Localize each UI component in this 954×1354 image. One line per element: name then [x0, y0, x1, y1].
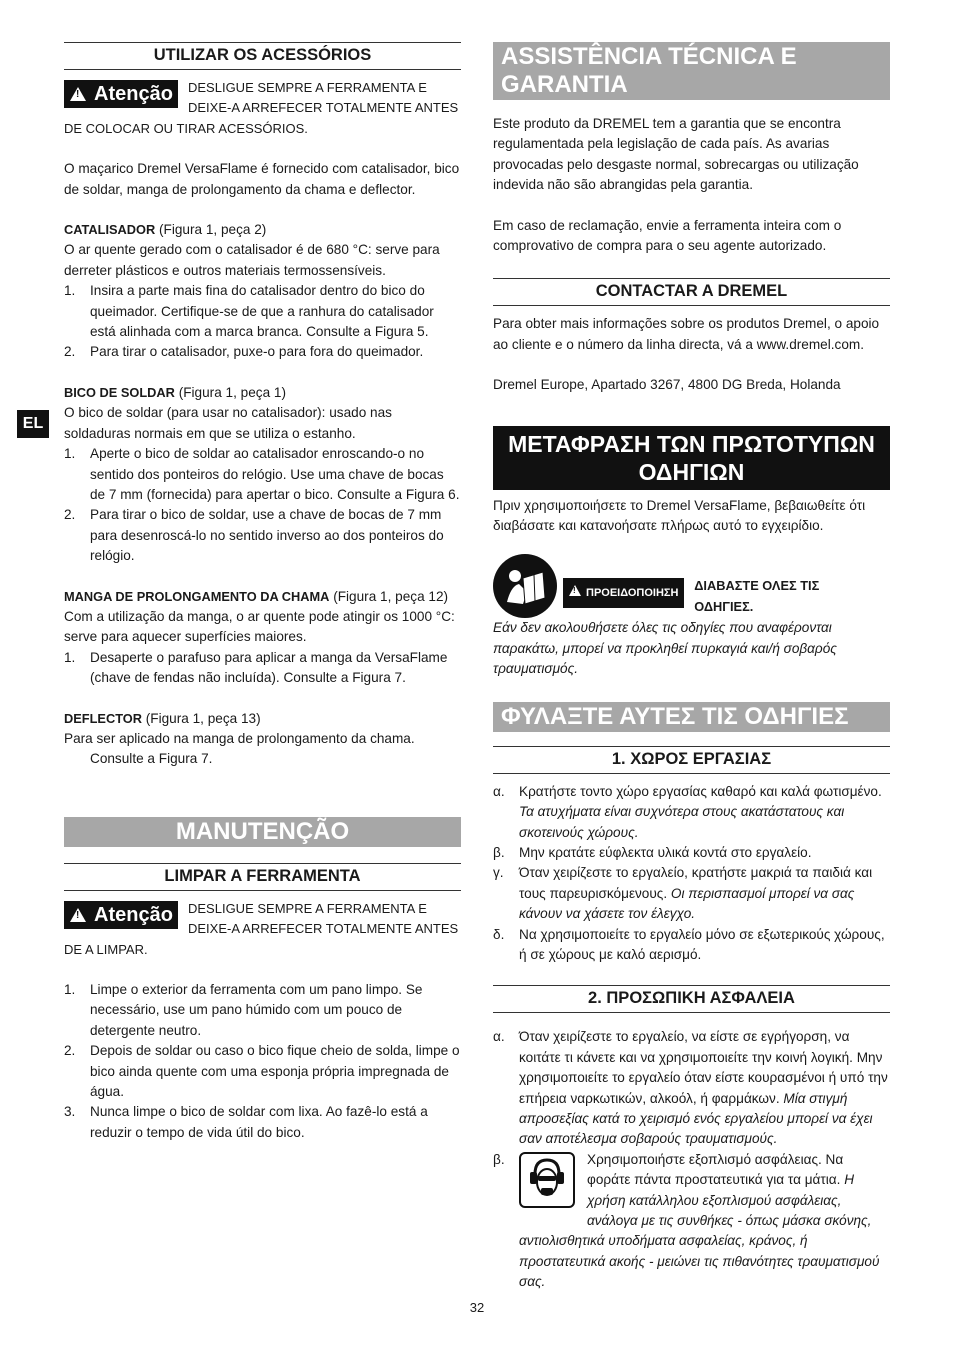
list-item: δ. Να χρησιμοποιείτε το εργαλείο μόνο σε εξωτερικούς χώρους, ή σε χώρους με καλό αερισμό.: [493, 926, 885, 962]
manutencao-title: MANUTENÇÃO: [64, 817, 461, 847]
manga-steps: [64, 648, 461, 689]
intro-text: O maçarico Dremel VersaFlame é fornecido com catalisador, bico de soldar, manga de prolongamento da chama e deflector.: [64, 161, 460, 197]
heading-personal-safety: 2. ΠΡΟΣΩΠΙΚΗ ΑΣΦΑΛΕΙΑ: [493, 985, 890, 1013]
greek-translation-title: ΜΕΤΑΦΡΑΣΗ ΤΩΝ ΠΡΩΤΟΤΥΠΩΝ ΟΔΗΓΙΩΝ: [493, 426, 890, 490]
heading-acessorios: UTILIZAR OS ACESSÓRIOS: [64, 42, 461, 70]
work-area-list: [493, 782, 890, 966]
safety-equipment-icon: [519, 1152, 575, 1208]
catalisador-steps: [64, 281, 461, 363]
read-manual-icon: [493, 554, 557, 618]
warning-triangle-icon: [70, 908, 86, 922]
page-number: 32: [469, 1300, 485, 1315]
language-tab: EL: [17, 410, 49, 438]
heading-work-area: 1. ΧΩΡΟΣ ΕΡΓΑΣΙΑΣ: [493, 746, 890, 774]
manga-title: MANGA DE PROLONGAMENTO DA CHAMA (Figura 1, peça 12): [64, 588, 449, 604]
list-item: 3. Nunca limpe o bico de soldar com lixa. Ao fazê-lo está a reduzir o tempo de vida útil do bico.: [64, 1104, 428, 1140]
read-manual-warning: !ΠΡΟΕΙΔΟΠΟΙΗΣΗ ΔΙΑΒΑΣΤΕ ΟΛΕΣ ΤΙΣ ΟΔΗΓΙΕΣ.: [493, 554, 890, 618]
assistencia-title: ASSISTÊNCIA TÉCNICA E GARANTIA: [493, 42, 890, 100]
list-item: 2. Para tirar o catalisador, puxe-o para fora do queimador.: [64, 344, 424, 360]
clean-steps: [64, 980, 461, 1143]
bico-steps: [64, 444, 461, 566]
right-column: ASSISTÊNCIA TÉCNICA E GARANTIA Este produto da DREMEL tem a garantia que se encontra regulamentada pela legislação de cada país. As avarias provocadas pelo desgaste normal, sobrecargas ou utilização indevida não são abrangidas pela garantia. Em caso de reclamação, envie a ferramenta inteira com o comprovativo de compra para o seu agente autorizado. CONTACTAR A DREMEL Para obter mais informações sobre os produtos Dremel, o apoio ao cliente e o número da linha directa, vá a www.dremel.com. Dremel Europe, Apartado 3267, 4800 DG Breda, Holanda ΜΕΤΑΦΡΑΣΗ ΤΩΝ ΠΡΩΤΟΤΥΠΩΝ ΟΔΗΓΙΩΝ Πριν χρησιμοποιήσετε το Dremel VersaFlame, βεβαιωθείτε ότι διαβάσατε και κατανοήσατε πλήρως αυτό το εγχειρίδιο. !ΠΡΟΕΙΔΟΠΟΙΗΣΗ ΔΙΑΒΑΣΤΕ ΟΛΕΣ ΤΙΣ ΟΔΗΓΙΕΣ. Εάν δεν ακολουθήσετε όλες τις οδηγίες που αναφέρονται παρακάτω, μπορεί να προκληθεί πυρκαγιά και/ή σοβαρός τραυματισμός. ΦΥΛΑΞΤΕ ΑΥΤΕΣ ΤΙΣ ΟΔΗΓΙΕΣ 1. ΧΩΡΟΣ ΕΡΓΑΣΙΑΣ α. Κρατήστε τοντο χώρο εργασίας καθαρό και καλά φωτισμένο. Τα ατυχήματα είναι συχνότερα στους ακατάστατους και σκοτεινούς χώρους. β. Μην κρατάτε εύφλεκτα υλικά κοντά στο εργαλείο. γ. Όταν χειρίζεστε το εργαλείο, κρατήστε μακριά τα παιδιά και τους παρευρισκόμενους. Οι περισπασμοί μπορεί να σας κάνουν να χάσετε τον έλεγχο. δ. Να χρησιμοποιείτε το εργαλείο μόνο σε εξωτερικούς χώρους, ή σε χώρους με καλό αερισμό. 2. ΠΡΟΣΩΠΙΚΗ ΑΣΦΑΛΕΙΑ α. Όταν χειρίζεστε το εργαλείο, να είστε σε εγρήγορση, να κοιτάτε τι κάνετε και να χρησιμοποιείτε την κοινή λογική. Μην χρησιμοποιείτε το εργαλείο όταν είστε κουρασμένοι ή υπό την επήρεια ναρκωτικών, αλκοόλ, ή φαρμάκων. Μία στιγμή απροσεξίας κατά το χειρισμό ενός εργαλείου μπορεί να έχει σαν αποτέλεσμα σοβαρούς τραυματισμούς. β. Χρησιμοποιήστε εξοπλισμό ασφάλειας. Να φοράτε πάντα προστατευτικά για τα μάτια. Η χρήση κατάλληλου εξοπλισμού ασφάλειας, ανάλογα με τις συνθήκες - όπως μάσκα σκόνης, αντιολισθητικά υποδήματα ασφαλείας, κράνος, ή προστατευτικά ακοής - μειώνει τις πιθανότητες τραυματισμού σας.: [493, 42, 890, 1293]
list-item: 1. Limpe o exterior da ferramenta com um pano limpo. Se necessário, use um pano húmido com um pouco de detergente neutro.: [64, 982, 423, 1038]
heading-contactar: CONTACTAR A DREMEL: [493, 278, 890, 306]
left-column: UTILIZAR OS ACESSÓRIOS ! Atenção DESLIGUE SEMPRE A FERRAMENTA E DEIXE-A ARREFECER TOTALMENTE ANTES DE COLOCAR OU TIRAR ACESSÓRIOS. O maçarico Dremel VersaFlame é fornecido com catalisador, bico de soldar, manga de prolongamento da chama e deflector. CATALISADOR (Figura 1, peça 2) O ar quente gerado com o catalisador é de 680 °C: serve para derreter plásticos e outros materiais termossensíveis. 1. Insira a parte mais fina do catalisador dentro do bico do queimador. Certifique-se de que a ranhura do catalisador está alinhada com a marca branca. Consulte a Figura 5. 2. Para tirar o catalisador, puxe-o para fora do queimador. BICO DE SOLDAR (Figura 1, peça 1) O bico de soldar (para usar no catalisador): usado nas soldaduras normais em que se utiliza o estanho. 1. Aperte o bico de soldar ao catalisador enroscando-o no sentido dos ponteiros do relógio. Use uma chave de bocas de 7 mm (fornecida) para apertar o bico. Consulte a Figura 6. 2. Para tirar o bico de soldar, use a chave de bocas de 7 mm para desenroscá-lo no sentido inverso ao dos ponteiros do relógio. MANGA DE PROLONGAMENTO DA CHAMA (Figura 1, peça 12) Com a utilização da manga, o ar quente pode atingir os 1000 °C: serve para aquecer superfícies maiores. 1. Desaperte o parafuso para aplicar a manga da VersaFlame (chave de fendas não incluída). Consulte a Figura 7. DEFLECTOR (Figura 1, peça 13) Para ser aplicado na manga de prolongamento da chama. Consulte a Figura 7. MANUTENÇÃO LIMPAR A FERRAMENTA ! Atenção DESLIGUE SEMPRE A FERRAMENTA E DEIXE-A ARREFECER TOTALMENTE ANTES DE A LIMPAR. 1. Limpe o exterior da ferramenta com um pano limpo. Se necessário, use um pano húmido com um pouco de detergente neutro. 2. Depois de soldar ou caso o bico fique cheio de solda, limpe o bico ainda quente com uma esponja própria impregnada de água. 3. Nunca limpe o bico de soldar com lixa. Ao fazê-lo está a reduzir o tempo de vida útil do bico.: [64, 42, 461, 1143]
warning-block-2: ! Atenção DESLIGUE SEMPRE A FERRAMENTA E DEIXE-A ARREFECER TOTALMENTE ANTES: [64, 899, 461, 940]
list-item: γ. Όταν χειρίζεστε το εργαλείο, κρατήστε μακριά τα παιδιά και τους παρευρισκόμενους. Οι περισπασμοί μπορεί να σας κάνουν να χάσετε τον έλεγχο.: [493, 865, 873, 922]
list-item: β. Χρησιμοποιήστε εξοπλισμό ασφάλειας. Να φοράτε πάντα προστατευτικά για τα μάτια. Η χρήση κατάλληλου εξοπλισμού ασφάλειας, ανάλογα με τις συνθήκες - όπως μάσκα σκόνης, αντιολισθητικά υποδήματα ασφαλείας, κράνος, ή προστατευτικά ακοής - μειώνει τις πιθανότητες τραυματισμού σας.: [493, 1151, 880, 1290]
catalisador-title: CATALISADOR (Figura 1, peça 2): [64, 222, 267, 238]
keep-instructions-title: ΦΥΛΑΞΤΕ ΑΥΤΕΣ ΤΙΣ ΟΔΗΓΙΕΣ: [493, 702, 890, 732]
warning-badge: ! Atenção: [64, 901, 178, 929]
list-item: 1. Aperte o bico de soldar ao catalisador enroscando-o no sentido dos ponteiros do relógio. Use uma chave de bocas de 7 mm (fornecida) para apertar o bico. Consulte a Figura 6.: [64, 446, 460, 502]
list-item: 2. Para tirar o bico de soldar, use a chave de bocas de 7 mm para desenroscá-lo no sentido inverso ao dos ponteiros do relógio.: [64, 507, 444, 564]
heading-limpar: LIMPAR A FERRAMENTA: [64, 863, 461, 891]
bico-title: BICO DE SOLDAR (Figura 1, peça 1): [64, 384, 286, 400]
warning-badge: ! Atenção: [64, 80, 178, 108]
warning-triangle-icon: [569, 585, 581, 596]
list-item: 2. Depois de soldar ou caso o bico fique cheio de solda, limpe o bico ainda quente com uma esponja própria impregnada de água.: [64, 1043, 460, 1100]
list-item: α. Όταν χειρίζεστε το εργαλείο, να είστε σε εγρήγορση, να κοιτάτε τι κάνετε και να χρησιμοποιείτε την κοινή λογική. Μην χρησιμοποιείτε το εργαλείο όταν είστε κουρασμένοι ή υπό την επήρεια ναρκωτικών, αλκοόλ, ή φαρμάκων. Μία στιγμή απροσεξίας κατά το χειρισμό ενός εργαλείου μπορεί να έχει σαν αποτέλεσμα σοβαρούς τραυματισμούς.: [493, 1029, 888, 1147]
personal-safety-list: [493, 1027, 890, 1292]
warning-triangle-icon: [70, 87, 86, 101]
warning-block-1: ! Atenção DESLIGUE SEMPRE A FERRAMENTA E DEIXE-A ARREFECER TOTALMENTE ANTES: [64, 78, 461, 119]
list-item: α. Κρατήστε τοντο χώρο εργασίας καθαρό και καλά φωτισμένο. Τα ατυχήματα είναι συχνότερα στους ακατάστατους και σκοτεινούς χώρους.: [493, 783, 882, 840]
warning-badge-greek: !ΠΡΟΕΙΔΟΠΟΙΗΣΗ: [563, 578, 684, 608]
list-item: 1. Insira a parte mais fina do catalisador dentro do bico do queimador. Certifique-se de que a ranhura do catalisador está alinhada com a marca branca. Consulte a Figura 5.: [64, 283, 434, 340]
list-item: β. Μην κρατάτε εύφλεκτα υλικά κοντά στο εργαλείο.: [493, 844, 812, 860]
list-item: 1. Desaperte o parafuso para aplicar a manga da VersaFlame (chave de fendas não incluída). Consulte a Figura 7.: [64, 649, 448, 686]
deflector-title: DEFLECTOR (Figura 1, peça 13): [64, 710, 261, 726]
